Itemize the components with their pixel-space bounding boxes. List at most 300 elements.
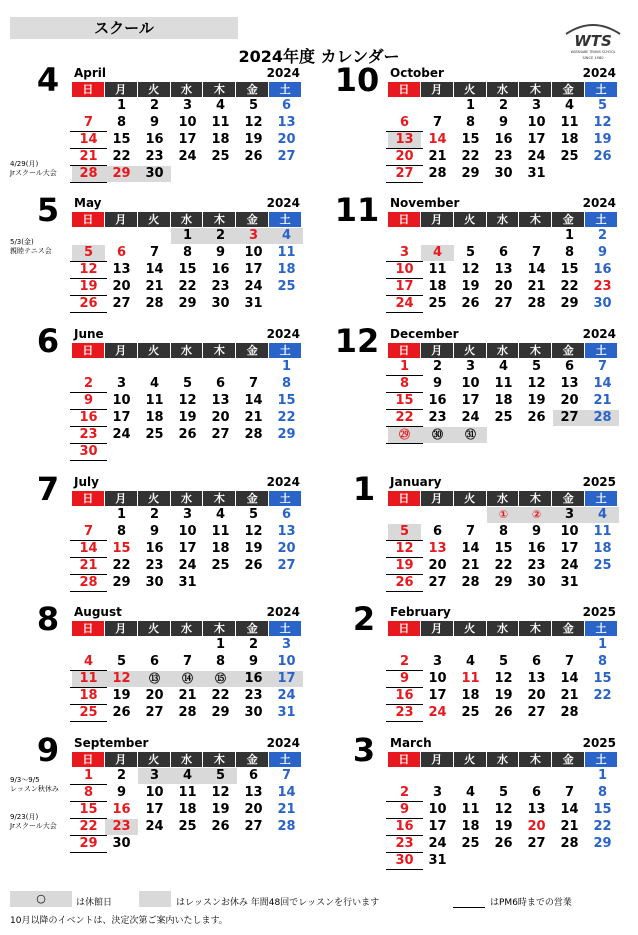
day-cell: 6 <box>248 768 259 783</box>
day-cell: 17 <box>145 802 164 817</box>
day-cell: 5 <box>498 785 509 800</box>
day-cell: 31 <box>560 575 579 590</box>
day-cell: 19 <box>494 819 513 834</box>
day-cell: 3 <box>432 654 443 669</box>
day-cell: 6 <box>281 98 292 113</box>
day-cell: 25 <box>178 819 197 834</box>
day-cell: 20 <box>560 393 579 408</box>
day-cell: 3 <box>432 785 443 800</box>
day-cell: 19 <box>244 132 263 147</box>
day-cell: 15 <box>72 802 105 818</box>
day-cell: 16 <box>388 688 421 704</box>
day-cell: 9 <box>116 785 127 800</box>
day-cell: 23 <box>593 279 612 294</box>
day-cell: 20 <box>277 132 296 147</box>
weekday-label: 金 <box>236 491 269 506</box>
day-cell: 7 <box>182 654 193 669</box>
day-cell: ㉚ <box>421 427 454 443</box>
weekday-header <box>388 343 618 358</box>
day-cell: 25 <box>461 705 480 720</box>
month-name: February <box>390 605 451 619</box>
note-apr-event: 4/29(月) Jrスクール大会 <box>10 160 57 177</box>
day-cell: 21 <box>178 688 197 703</box>
weekday-header <box>72 752 302 767</box>
day-cell: 18 <box>428 279 447 294</box>
day-cell: ⑬ <box>138 671 171 687</box>
day-cell: 17 <box>461 393 480 408</box>
day-cell: 24 <box>145 819 164 834</box>
day-cell: 27 <box>244 819 263 834</box>
day-cell: 14 <box>527 262 546 277</box>
day-cell: 12 <box>105 671 138 687</box>
weekday-label: 火 <box>454 621 487 636</box>
weekday-label: 日 <box>388 212 421 227</box>
day-cell: 26 <box>494 836 513 851</box>
day-cell: 10 <box>244 245 263 260</box>
day-cell: 16 <box>145 132 164 147</box>
day-cell: 26 <box>388 575 421 591</box>
weekday-label: 水 <box>171 621 204 636</box>
month-year: 2024 <box>266 196 300 210</box>
day-cell: 5 <box>116 654 127 669</box>
day-cell: 18 <box>560 132 579 147</box>
day-cell: 1 <box>72 768 105 784</box>
day-cell: 25 <box>560 149 579 164</box>
day-cell: 2 <box>149 98 160 113</box>
day-cell: 5 <box>248 98 259 113</box>
day-cell: 5 <box>597 98 608 113</box>
weekday-header <box>72 621 302 636</box>
weekday-label: 金 <box>236 212 269 227</box>
day-cell: 14 <box>145 262 164 277</box>
weekday-label: 土 <box>585 82 618 97</box>
weekday-label: 水 <box>171 752 204 767</box>
day-cell: 27 <box>145 705 164 720</box>
day-cell: 8 <box>498 524 509 539</box>
day-cell: 22 <box>112 149 131 164</box>
day-cell: ② <box>520 507 553 523</box>
weekday-label: 木 <box>519 212 552 227</box>
day-cell: 2 <box>248 637 259 652</box>
day-cell: 26 <box>527 410 546 425</box>
legend-pm6-underline <box>453 907 485 908</box>
day-cell: 6 <box>531 654 542 669</box>
day-cell: 2 <box>72 376 105 392</box>
day-cell: 25 <box>593 558 612 573</box>
day-cell: 22 <box>560 279 579 294</box>
month-year: 2024 <box>266 605 300 619</box>
day-cell: 18 <box>461 819 480 834</box>
day-cell: 6 <box>432 524 443 539</box>
legend-closed-swatch: ○ <box>10 891 72 907</box>
day-cell: 15 <box>178 262 197 277</box>
month-number: 10 <box>334 61 380 99</box>
day-cell: 22 <box>277 410 296 425</box>
day-cell: 2 <box>388 654 421 670</box>
month-number: 9 <box>36 731 60 769</box>
day-cell: 11 <box>494 376 513 391</box>
day-cell: 10 <box>560 524 579 539</box>
weekday-label: 土 <box>269 343 302 358</box>
day-cell: 26 <box>178 427 197 442</box>
weekday-label: 月 <box>421 343 454 358</box>
day-cell: 27 <box>527 836 546 851</box>
month-number: 4 <box>36 61 60 99</box>
day-cell: 25 <box>428 296 447 311</box>
weekday-label: 金 <box>552 82 585 97</box>
month-name: December <box>390 327 459 341</box>
day-cell: 22 <box>593 819 612 834</box>
day-cell: 5 <box>531 359 542 374</box>
day-cell: 30 <box>211 296 230 311</box>
day-cell: 12 <box>461 262 480 277</box>
page-title: 2024年度 カレンダー <box>238 47 400 66</box>
weekday-label: 月 <box>421 82 454 97</box>
day-cell: 10 <box>527 115 546 130</box>
day-cell: 4 <box>498 359 509 374</box>
day-cell: 8 <box>116 524 127 539</box>
weekday-label: 水 <box>487 343 520 358</box>
day-cell: 3 <box>138 768 171 784</box>
day-cell: 19 <box>112 688 131 703</box>
school-label: スクール <box>10 17 238 39</box>
day-cell: 1 <box>597 637 608 652</box>
day-cell: 20 <box>388 149 421 165</box>
day-cell: 29 <box>461 166 480 181</box>
day-cell: ㉙ <box>388 427 421 443</box>
day-cell: 9 <box>597 245 608 260</box>
day-cell: 27 <box>494 296 513 311</box>
day-cell: 18 <box>178 802 197 817</box>
day-cell: 28 <box>428 166 447 181</box>
weekday-label: 土 <box>269 212 302 227</box>
weekday-label: 月 <box>105 621 138 636</box>
weekday-label: 月 <box>421 491 454 506</box>
weekday-label: 火 <box>454 82 487 97</box>
day-cell: 6 <box>215 376 226 391</box>
day-cell: 2 <box>498 98 509 113</box>
day-cell: 13 <box>527 671 546 686</box>
weekday-label: 木 <box>519 491 552 506</box>
day-cell: ㉛ <box>454 427 487 443</box>
day-cell: 28 <box>72 575 105 591</box>
day-cell: 25 <box>494 410 513 425</box>
svg-text:WATANABE TENNIS SCHOOL: WATANABE TENNIS SCHOOL <box>570 50 616 54</box>
day-cell: 18 <box>211 541 230 556</box>
legend-lesson-text: はレッスンお休み 年間48回でレッスンを行います <box>176 898 380 908</box>
weekday-label: 月 <box>421 212 454 227</box>
day-cell: 17 <box>178 541 197 556</box>
weekday-label: 日 <box>72 212 105 227</box>
weekday-header <box>72 82 302 97</box>
day-cell: 11 <box>178 785 197 800</box>
day-cell: 24 <box>428 705 447 720</box>
day-cell: 4 <box>149 376 160 391</box>
day-cell: 11 <box>277 245 296 260</box>
day-cell: 23 <box>211 279 230 294</box>
day-cell: 19 <box>388 558 421 574</box>
day-cell: 14 <box>244 393 263 408</box>
day-cell: 28 <box>527 296 546 311</box>
day-cell: 15 <box>560 262 579 277</box>
wts-logo <box>562 20 624 62</box>
day-cell: 14 <box>593 376 612 391</box>
day-cell: 5 <box>465 245 476 260</box>
day-cell: 20 <box>527 819 546 834</box>
weekday-header <box>72 212 302 227</box>
day-cell: 12 <box>388 541 421 557</box>
month-year: 2024 <box>266 475 300 489</box>
weekday-label: 水 <box>487 752 520 767</box>
day-cell: 3 <box>465 359 476 374</box>
weekday-label: 木 <box>203 212 236 227</box>
day-cell: 13 <box>277 115 296 130</box>
day-cell: 6 <box>498 245 509 260</box>
day-cell: 22 <box>178 279 197 294</box>
day-cell: 5 <box>204 768 237 784</box>
day-cell: 24 <box>112 427 131 442</box>
day-cell: 31 <box>244 296 263 311</box>
day-cell: 14 <box>72 541 105 557</box>
month-year: 2024 <box>582 196 616 210</box>
month-number: 12 <box>334 322 380 360</box>
day-cell: 4 <box>586 507 619 523</box>
day-cell: 14 <box>428 132 447 147</box>
day-cell: 13 <box>112 262 131 277</box>
weekday-header <box>388 82 618 97</box>
weekday-label: 火 <box>138 212 171 227</box>
day-cell: 29 <box>178 296 197 311</box>
day-cell: 9 <box>388 671 421 687</box>
day-cell: 26 <box>461 296 480 311</box>
day-cell: 24 <box>178 149 197 164</box>
day-cell: 17 <box>112 410 131 425</box>
day-cell: 5 <box>72 245 105 261</box>
day-cell: 30 <box>527 575 546 590</box>
day-cell: 18 <box>593 541 612 556</box>
weekday-label: 木 <box>519 752 552 767</box>
weekday-label: 木 <box>203 343 236 358</box>
day-cell: 27 <box>277 149 296 164</box>
day-cell: 31 <box>277 705 296 720</box>
day-cell: 25 <box>145 427 164 442</box>
day-cell: 7 <box>564 785 575 800</box>
day-cell: 4 <box>215 98 226 113</box>
day-cell: 29 <box>211 705 230 720</box>
weekday-label: 水 <box>171 212 204 227</box>
day-cell: 9 <box>388 802 421 818</box>
svg-text:SINCE 1980: SINCE 1980 <box>582 56 604 60</box>
day-cell: 13 <box>211 393 230 408</box>
day-cell: 8 <box>465 115 476 130</box>
day-cell: 30 <box>593 296 612 311</box>
day-cell: 16 <box>72 410 105 426</box>
day-cell: 2 <box>432 359 443 374</box>
weekday-label: 日 <box>72 82 105 97</box>
weekday-label: 水 <box>171 491 204 506</box>
day-cell: 20 <box>428 558 447 573</box>
day-cell: 30 <box>388 853 421 869</box>
day-cell: 12 <box>211 785 230 800</box>
day-cell: 11 <box>593 524 612 539</box>
weekday-label: 土 <box>269 621 302 636</box>
weekday-label: 土 <box>585 491 618 506</box>
month-name: June <box>74 327 104 341</box>
day-cell: 3 <box>182 98 193 113</box>
weekday-label: 土 <box>585 212 618 227</box>
day-cell: 27 <box>112 296 131 311</box>
note-may-event: 5/3(金) 親睦テニス会 <box>10 238 52 255</box>
day-cell: 9 <box>72 393 105 409</box>
day-cell: 15 <box>388 393 421 409</box>
weekday-label: 土 <box>585 752 618 767</box>
day-cell: 11 <box>211 115 230 130</box>
day-cell: 14 <box>560 802 579 817</box>
day-cell: 26 <box>211 819 230 834</box>
day-cell: 24 <box>388 296 421 312</box>
svg-text:WTS: WTS <box>574 32 612 50</box>
day-cell: 29 <box>593 836 612 851</box>
day-cell: 15 <box>593 671 612 686</box>
day-cell: 15 <box>112 541 131 556</box>
day-cell: 14 <box>461 541 480 556</box>
day-cell: 19 <box>72 279 105 295</box>
day-cell: 31 <box>178 575 197 590</box>
day-cell: 23 <box>145 149 164 164</box>
day-cell: 19 <box>494 688 513 703</box>
day-cell: 23 <box>388 705 421 721</box>
weekday-label: 土 <box>269 82 302 97</box>
day-cell: 17 <box>560 541 579 556</box>
day-cell: 2 <box>597 228 608 243</box>
day-cell: 10 <box>145 785 164 800</box>
day-cell: 11 <box>72 671 105 687</box>
day-cell: 29 <box>494 575 513 590</box>
day-cell: 4 <box>215 507 226 522</box>
day-cell: 13 <box>494 262 513 277</box>
day-cell: 1 <box>215 637 226 652</box>
day-cell: 30 <box>494 166 513 181</box>
day-cell: 24 <box>428 836 447 851</box>
weekday-label: 火 <box>138 82 171 97</box>
day-cell: 12 <box>178 393 197 408</box>
month-number: 2 <box>352 600 376 638</box>
weekday-label: 日 <box>72 752 105 767</box>
weekday-label: 土 <box>269 752 302 767</box>
month-number: 6 <box>36 322 60 360</box>
day-cell: 1 <box>116 98 127 113</box>
weekday-label: 日 <box>72 491 105 506</box>
month-name: July <box>74 475 99 489</box>
day-cell: 28 <box>145 296 164 311</box>
day-cell: 31 <box>527 166 546 181</box>
day-cell: 9 <box>432 376 443 391</box>
month-year: 2024 <box>266 66 300 80</box>
day-cell: 16 <box>112 802 131 817</box>
month-number: 1 <box>352 470 376 508</box>
day-cell: 3 <box>182 507 193 522</box>
day-cell: 23 <box>105 819 138 835</box>
day-cell: 26 <box>72 296 105 312</box>
month-number: 5 <box>36 191 60 229</box>
day-cell: 7 <box>465 524 476 539</box>
weekday-label: 日 <box>388 343 421 358</box>
month-number: 8 <box>36 600 60 638</box>
day-cell: 30 <box>72 444 105 460</box>
day-cell: 13 <box>277 524 296 539</box>
day-cell: 8 <box>564 245 575 260</box>
day-cell: 28 <box>244 427 263 442</box>
day-cell: 29 <box>105 166 138 182</box>
day-cell: 16 <box>527 541 546 556</box>
day-cell: 14 <box>72 132 105 148</box>
day-cell: 8 <box>116 115 127 130</box>
day-cell: 19 <box>178 410 197 425</box>
day-cell: 28 <box>178 705 197 720</box>
weekday-label: 月 <box>105 212 138 227</box>
day-cell: 23 <box>145 558 164 573</box>
day-cell: 23 <box>244 688 263 703</box>
day-cell: 20 <box>145 688 164 703</box>
day-cell: 23 <box>494 149 513 164</box>
day-cell: 20 <box>277 541 296 556</box>
day-cell: 23 <box>72 427 105 443</box>
day-cell: 23 <box>428 410 447 425</box>
day-cell: 9 <box>215 245 226 260</box>
day-cell: 28 <box>560 836 579 851</box>
day-cell: 8 <box>597 654 608 669</box>
weekday-label: 月 <box>421 621 454 636</box>
day-cell: 2 <box>204 228 237 244</box>
weekday-label: 金 <box>552 343 585 358</box>
day-cell: 19 <box>244 541 263 556</box>
day-cell: 10 <box>461 376 480 391</box>
day-cell: 8 <box>215 654 226 669</box>
day-cell: 28 <box>461 575 480 590</box>
day-cell: 25 <box>211 149 230 164</box>
weekday-label: 水 <box>487 212 520 227</box>
day-cell: 26 <box>244 149 263 164</box>
day-cell: 24 <box>560 558 579 573</box>
day-cell: 9 <box>531 524 542 539</box>
day-cell: 5 <box>182 376 193 391</box>
day-cell: 10 <box>178 115 197 130</box>
day-cell: 1 <box>597 768 608 783</box>
day-cell: 12 <box>72 262 105 278</box>
day-cell: ⑭ <box>171 671 204 687</box>
day-cell: 7 <box>149 245 160 260</box>
day-cell: 31 <box>428 853 447 868</box>
day-cell: 13 <box>388 132 421 148</box>
day-cell: 13 <box>244 785 263 800</box>
day-cell: 8 <box>597 785 608 800</box>
day-cell: 21 <box>277 802 296 817</box>
day-cell: 21 <box>428 149 447 164</box>
day-cell: 17 <box>178 132 197 147</box>
day-cell: 16 <box>494 132 513 147</box>
weekday-label: 木 <box>203 491 236 506</box>
weekday-label: 火 <box>138 343 171 358</box>
day-cell: 6 <box>388 115 421 131</box>
weekday-label: 日 <box>388 752 421 767</box>
weekday-label: 月 <box>105 343 138 358</box>
day-cell: 6 <box>564 359 575 374</box>
weekday-label: 日 <box>388 491 421 506</box>
month-year: 2024 <box>266 736 300 750</box>
weekday-label: 火 <box>138 621 171 636</box>
note-sep-event: 9/23(月) Jrスクール大会 <box>10 813 57 830</box>
weekday-header <box>72 343 302 358</box>
